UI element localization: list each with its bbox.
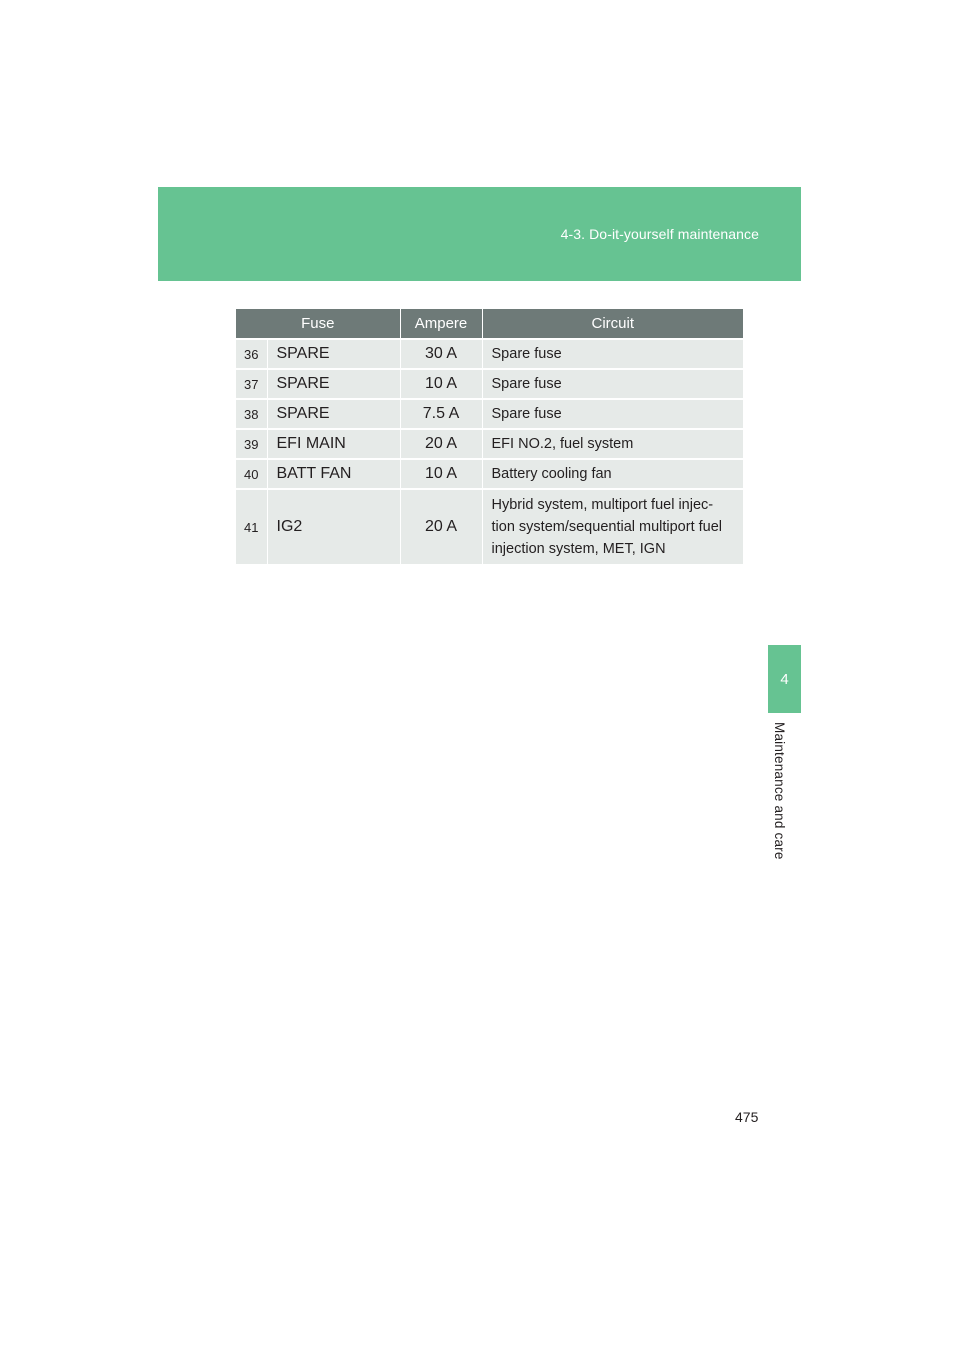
fuse-circuit: Spare fuse	[482, 339, 743, 369]
table-row	[236, 399, 743, 429]
fuse-circuit: Spare fuse	[482, 399, 743, 429]
header-band	[158, 187, 801, 281]
fuse-table	[236, 309, 743, 564]
fuse-name: SPARE	[267, 339, 400, 369]
chapter-number: 4	[780, 670, 789, 688]
fuse-name: SPARE	[267, 369, 400, 399]
fuse-number: 40	[236, 459, 267, 489]
table-row	[236, 429, 743, 459]
chapter-label: Maintenance and care	[772, 722, 787, 860]
column-header-ampere: Ampere	[400, 309, 482, 339]
fuse-ampere: 20 A	[400, 429, 482, 459]
chapter-tab	[768, 645, 801, 713]
fuse-circuit: Hybrid system, multiport fuel injec-tion system/sequential multiport fuel injection system, MET, IGN	[482, 489, 743, 564]
fuse-name: SPARE	[267, 399, 400, 429]
fuse-circuit: Battery cooling fan	[482, 459, 743, 489]
fuse-name: IG2	[267, 489, 400, 564]
fuse-name: BATT FAN	[267, 459, 400, 489]
fuse-number: 37	[236, 369, 267, 399]
table-row	[236, 339, 743, 369]
fuse-ampere: 10 A	[400, 459, 482, 489]
page-number: 475	[735, 1109, 759, 1125]
table-row	[236, 459, 743, 489]
fuse-ampere: 10 A	[400, 369, 482, 399]
table-header-row	[236, 309, 743, 339]
fuse-ampere: 20 A	[400, 489, 482, 564]
fuse-number: 36	[236, 339, 267, 369]
fuse-name: EFI MAIN	[267, 429, 400, 459]
column-header-fuse: Fuse	[236, 309, 400, 339]
table-row	[236, 369, 743, 399]
fuse-circuit: EFI NO.2, fuel system	[482, 429, 743, 459]
fuse-number: 38	[236, 399, 267, 429]
fuse-ampere: 7.5 A	[400, 399, 482, 429]
fuse-circuit: Spare fuse	[482, 369, 743, 399]
table-row	[236, 489, 743, 564]
column-header-circuit: Circuit	[482, 309, 743, 339]
fuse-ampere: 30 A	[400, 339, 482, 369]
fuse-number: 41	[236, 489, 267, 564]
fuse-number: 39	[236, 429, 267, 459]
section-title: 4-3. Do-it-yourself maintenance	[560, 226, 759, 242]
